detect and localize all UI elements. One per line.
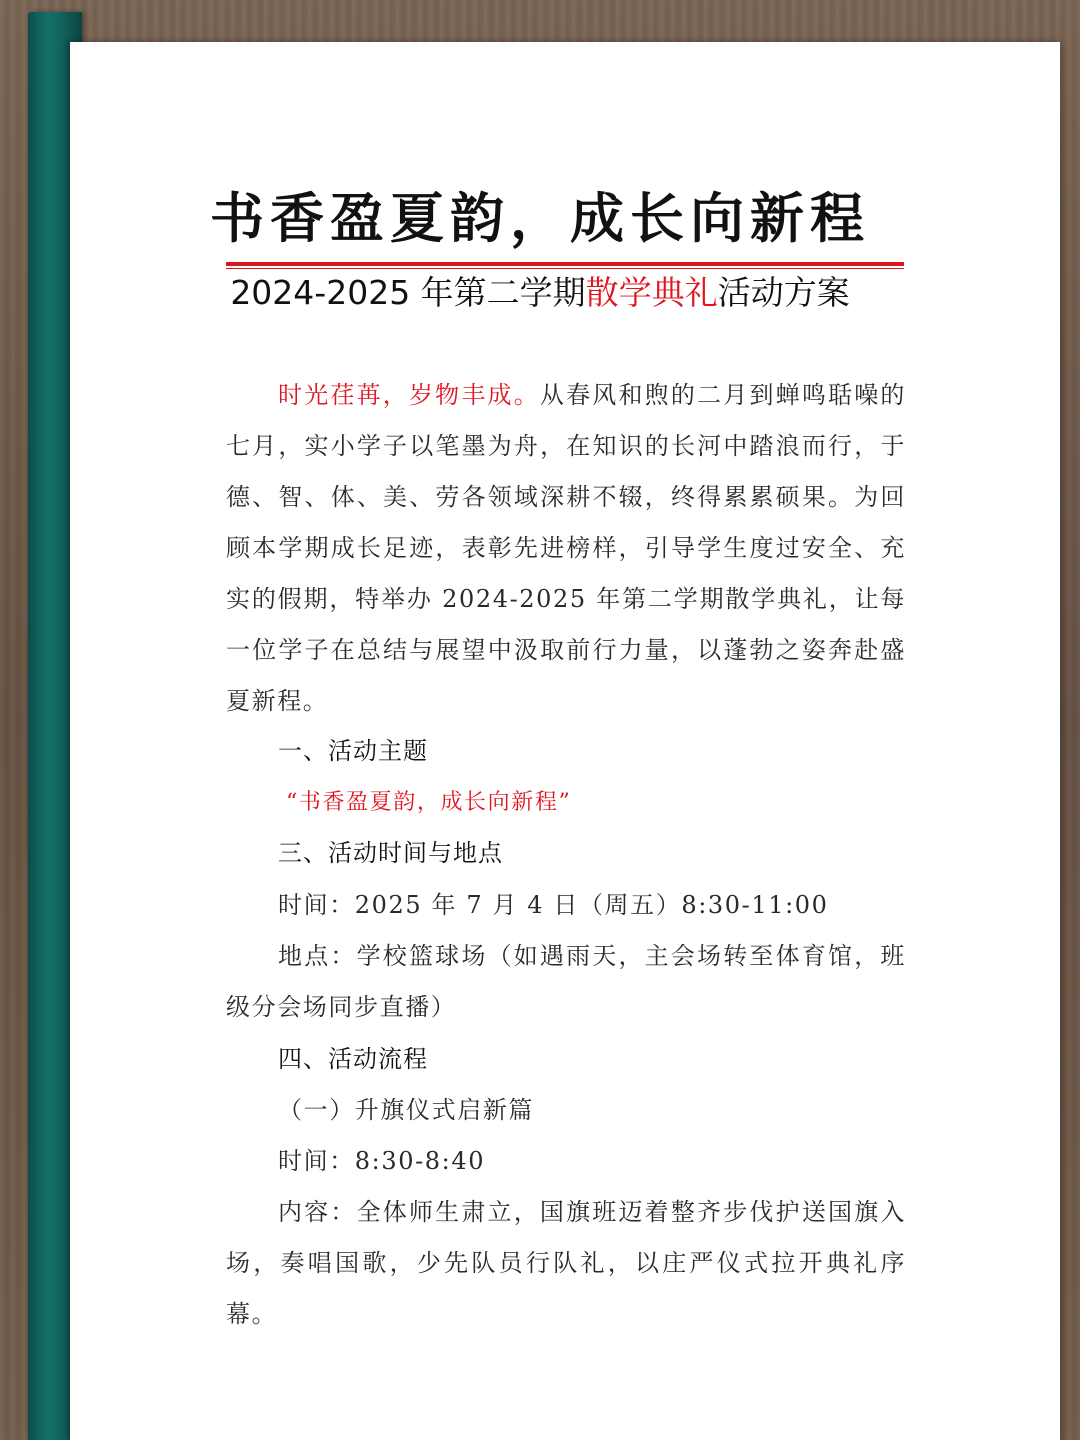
- intro-body: 从春风和煦的二月到蝉鸣聒噪的七月，实小学子以笔墨为舟，在知识的长河中踏浪而行，于德、智、体、美、劳各领域深耕不辍，终得累累硕果。为回顾本学期成长足迹，表彰先进榜样，引导学生度过安全、充实的假期，特举办 2024-2025 年第二学期散学典礼，让每一位学子在总结与展望中汲取前行力量，以蓬勃之姿奔赴盛夏新程。: [226, 381, 907, 715]
- step1-time: 时间：8:30-8:40: [278, 1147, 486, 1175]
- section-heading-theme: 一、活动主题: [278, 737, 428, 765]
- step1-content: 内容：全体师生肃立，国旗班迈着整齐步伐护送国旗入场，奏唱国歌，少先队员行队礼，以庄严仪式拉开典礼序幕。: [226, 1198, 906, 1328]
- step1-heading: （一）升旗仪式启新篇: [278, 1096, 534, 1124]
- title-divider-thick: [226, 262, 904, 266]
- section-heading-process: 四、活动流程: [278, 1045, 428, 1073]
- intro-lead: 时光荏苒，岁物丰成。: [278, 381, 540, 409]
- subtitle-highlight: 散学典礼: [585, 273, 718, 312]
- event-time: 时间：2025 年 7 月 4 日（周五）8:30-11:00: [278, 891, 829, 919]
- document-subtitle: [0, 268, 1080, 318]
- document-title: 书香盈夏韵，成长向新程: [210, 186, 870, 250]
- subtitle-prefix: 2024-2025 年第二学期: [230, 273, 586, 312]
- intro-paragraph: [226, 370, 906, 727]
- theme-quote: “书香盈夏韵，成长向新程”: [286, 790, 572, 815]
- subtitle-suffix: 活动方案: [717, 273, 850, 312]
- section-heading-time-place: 三、活动时间与地点: [278, 839, 503, 867]
- event-place: 地点：学校篮球场（如遇雨天，主会场转至体育馆，班级分会场同步直播）: [226, 942, 906, 1021]
